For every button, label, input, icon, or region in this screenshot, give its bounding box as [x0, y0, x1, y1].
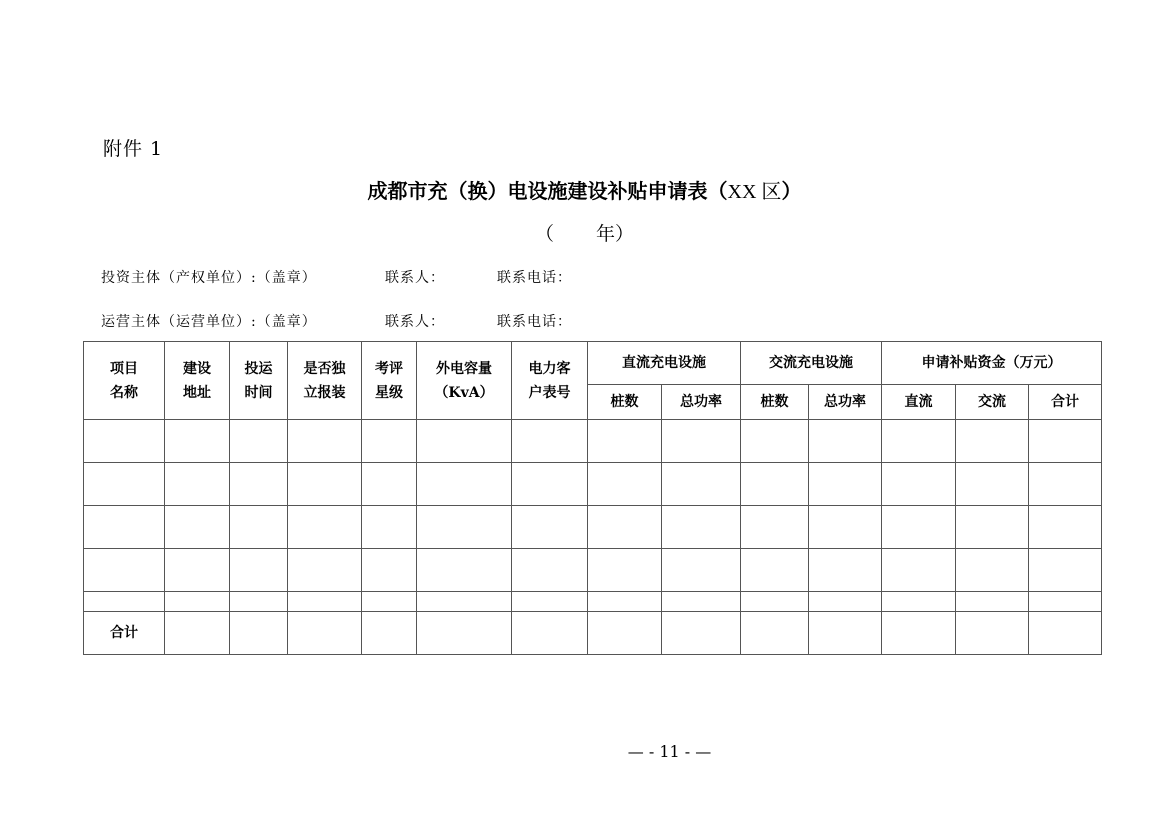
header-subsidy-funds: 申请补贴资金（万元）	[882, 342, 1102, 385]
table-row	[84, 420, 1102, 463]
table-row	[84, 506, 1102, 549]
header-ac-piles: 桩数	[741, 385, 809, 420]
header-project-name: 项目 名称	[84, 342, 165, 420]
table-row	[84, 592, 1102, 612]
form-title-region: XX 区	[727, 181, 782, 203]
table-row	[84, 463, 1102, 506]
header-capacity: 外电容量 （KvA）	[417, 342, 512, 420]
investor-contact-label: 联系人：	[385, 270, 445, 286]
header-account-number: 电力客 户表号	[512, 342, 588, 420]
page-number: — - 11 - —	[627, 742, 712, 761]
form-title	[0, 175, 1169, 204]
header-address: 建设 地址	[165, 342, 230, 420]
investor-entity-label: 投资主体（产权单位）:（盖章）	[101, 270, 317, 286]
header-independent-install: 是否独 立报装	[288, 342, 362, 420]
year-line	[0, 219, 1169, 246]
header-subsidy-dc: 直流	[882, 385, 956, 420]
operator-phone-label: 联系电话：	[497, 314, 572, 330]
subsidy-application-table	[83, 341, 1102, 655]
header-dc-facilities: 直流充电设施	[588, 342, 741, 385]
form-title-end: ）	[781, 179, 802, 203]
total-label: 合计	[84, 612, 165, 655]
table-row	[84, 549, 1102, 592]
form-title-main: 成都市充（换）电设施建设补贴申请表（	[367, 179, 728, 203]
total-row	[84, 612, 1102, 655]
operator-entity-label: 运营主体（运营单位）:（盖章）	[101, 314, 317, 330]
header-ac-power: 总功率	[809, 385, 882, 420]
header-operation-time: 投运 时间	[230, 342, 288, 420]
header-dc-power: 总功率	[662, 385, 741, 420]
header-subsidy-total: 合计	[1029, 385, 1102, 420]
investor-phone-label: 联系电话：	[497, 270, 572, 286]
header-ac-facilities: 交流充电设施	[741, 342, 882, 385]
header-subsidy-ac: 交流	[956, 385, 1029, 420]
header-rating: 考评 星级	[362, 342, 417, 420]
year-open: （	[534, 223, 554, 245]
header-dc-piles: 桩数	[588, 385, 662, 420]
year-word: 年）	[596, 223, 635, 245]
attachment-label: 附件 1	[103, 138, 164, 160]
operator-contact-label: 联系人：	[385, 314, 445, 330]
